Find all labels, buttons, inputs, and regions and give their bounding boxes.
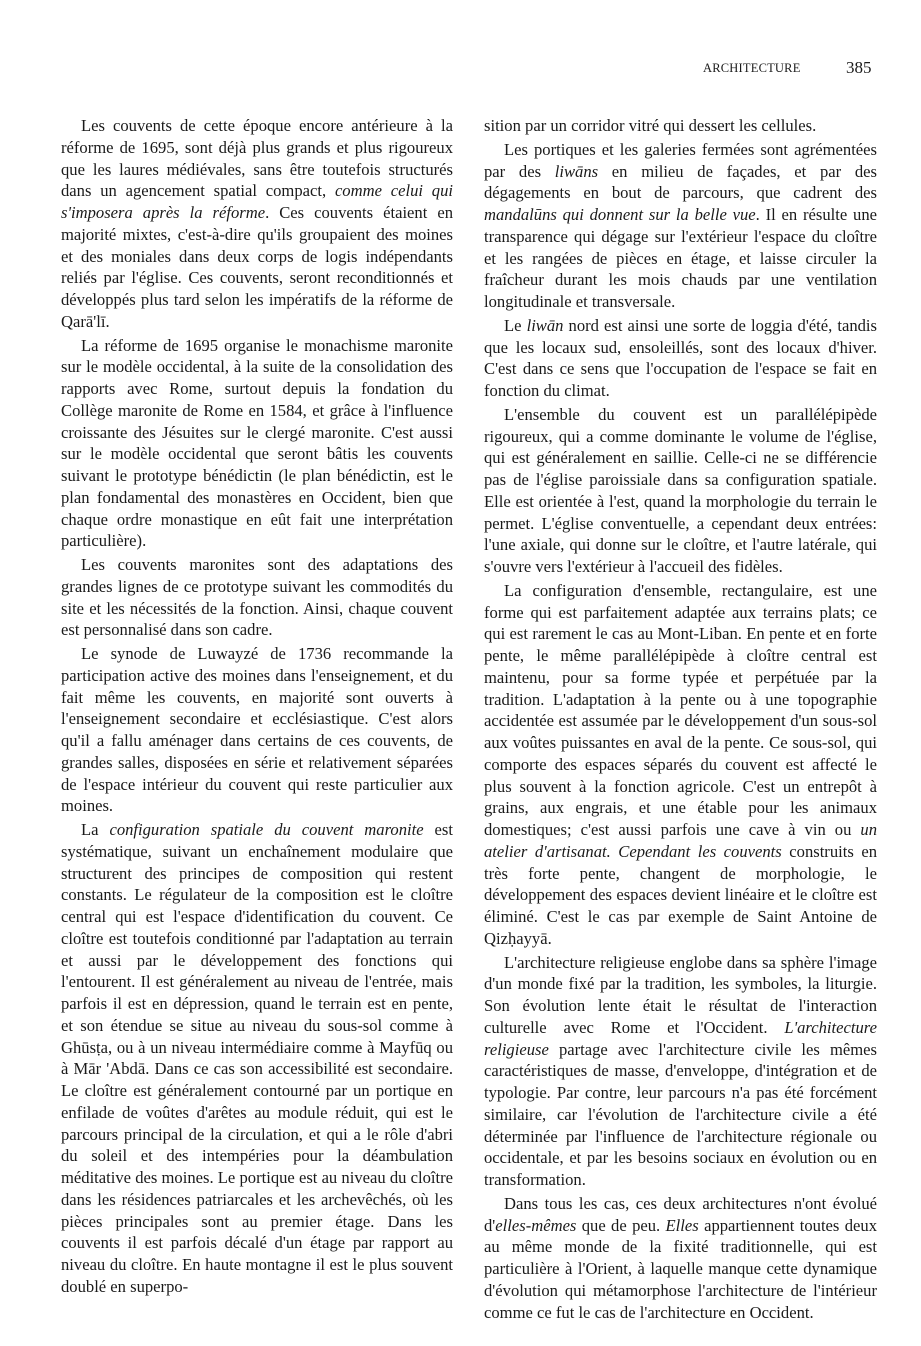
- italic-text-run: liwāns: [554, 161, 599, 181]
- text-run: . Ces couvents étaient en majorité mixtes, c'est-à-dire qu'ils groupaient des moines et des moniales dans deux corps de logis indépendants reliés par l'église. Ces couvents, seront reconditionnés et développés plus tard selon les impératifs de la réforme de Qarā'lī.: [61, 203, 453, 331]
- italic-text-run: configuration spatiale du couvent maronite: [109, 820, 424, 839]
- text-run: La configuration d'ensemble, rectangulaire, est une forme qui est parfaitement adaptée aux terrains plats; ce qui est rarement le cas au Mont-Liban. En pente et en forte pente, le même parallélépipède à cloître central est maintenu, pour sa forme typée et perpétuée par la tradition. L'adaptation à la pente ou à une topographie accidentée est assumée par le développement d'un sous-sol aux voûtes puissantes en aval de la pente. Ce sous-sol, qui comporte des espaces séparés du couvent est affecté le plus souvent à la fonction agricole. C'est un entrepôt à grains, aux engrais, et une étable pour les animaux domestiques; c'est aussi parfois une cave à vin ou: [484, 580, 877, 839]
- text-run: Le: [504, 315, 527, 335]
- paragraph: [484, 1193, 877, 1324]
- text-run: Dans tous les cas, ces deux architectures n'ont évolué d': [484, 1193, 877, 1235]
- text-run: L'architecture religieuse englobe dans sa sphère l'image d'un monde fixé par la tradition, les symboles, la liturgie. Son évolution lente était le résultat de l'interaction culturelle avec Rome et l'Occident.: [484, 952, 877, 1037]
- paragraph: [484, 952, 877, 1191]
- text-run: construits en très forte pente, changent de morphologie, le développement des espaces devient linéaire et le cloître est éliminé. C'est le cas par exemple de Saint Antoine de Qizḥayyā.: [484, 841, 877, 948]
- paragraph: [484, 139, 877, 313]
- text-run: La réforme de 1695 organise le monachisme maronite sur le modèle occidental, à la suite de la consolidation des rapports avec Rome, surtout depuis la fondation du Collège maronite de Rome en 1584, et grâce à l'influence croissante des Jésuites sur le clergé maronite. C'est aussi sur le modèle occidental que seront bâtis les couvents suivant le prototype bénédictin (le plan bénédictin, est le plan fondamental des monastères en Occident, bien que chaque ordre monastique en eût fait une interprétation particulière).: [61, 335, 453, 551]
- text-run: est systématique, suivant un enchaînement modulaire que structurent des principes de composition qui restent constants. Le régulateur de la composition est le cloître central qui est l'espace d'identification du couvent. Ce cloître est toutefois conditionné par l'adaptation au terrain et aussi par le développement des fonctions qui l'entourent. Il est généralement au niveau de l'entrée, mais parfois il est en dépression, quand le terrain est en pente, et son étendue se situe au niveau du sous-sol comme à Ghūsṭa, ou à un niveau intermédiaire comme à Mayfūq ou à Mār 'Abdā. Dans ce cas son accessibilité est secondaire. Le cloître est généralement contourné par un portique en enfilade de voûtes d'arêtes au module réduit, qui est le parcours principal de la circulation, et qui a le rôle d'abri du soleil et des intempéries pour la déambulation méditative des moines. Le portique est au niveau du cloître dans les résidences patriarcales et les archevêchés, où les pièces principales sont au premier étage. Dans les couvents il est parfois décalé d'un étage par rapport au niveau du cloître. En haute montagne il est le plus souvent doublé en superpo-: [61, 820, 453, 1296]
- paragraph: [484, 580, 877, 950]
- text-run: partage avec l'architecture civile les mêmes caractéristiques de masse, d'enveloppe, d'intégration et de typologie. Par contre, leur parcours n'a pas été forcément similaire, car l'évolution de l'architecture civile a été déterminée par l'influence de l'architecture régionale ou occidentale, et par les besoins sociaux en évolution ou en transformation.: [484, 1039, 877, 1189]
- text-run: nord est ainsi une sorte de loggia d'été, tandis que les locaux sud, ensoleillés, sont des locaux d'hiver. C'est dans ce sens que l'occupation de l'espace se fait en fonction du climat.: [484, 315, 878, 400]
- paragraph: [484, 315, 877, 402]
- italic-text-run: elles-mêmes: [495, 1215, 577, 1235]
- paragraph: [61, 335, 453, 553]
- text-run: Les couvents maronites sont des adaptations des grandes lignes de ce prototype suivant les commodités du site et les nécessités de la fonction. Ainsi, chaque couvent est personnalisé dans son cadre.: [61, 555, 453, 640]
- right-column: [484, 115, 877, 1323]
- text-run: Les couvents de cette époque encore antérieure à la réforme de 1695, sont déjà plus grands et plus rigoureux que les laures médiévales, sans être toutefois structurés dans un agencement spatial compact,: [61, 116, 453, 201]
- paragraph: [484, 404, 877, 578]
- text-run: Les portiques et les galeries fermées sont agrémentées par des: [484, 139, 877, 181]
- paragraph: [61, 554, 453, 641]
- text-run: appartiennent toutes deux au même monde de la fixité traditionnelle, qui est particulière à l'Orient, à laquelle manque cette dynamique d'évolution qui métamorphose l'architecture de l'intérieur comme ce fut le cas de l'architecture en Occident.: [484, 1215, 877, 1322]
- paragraph: [61, 819, 453, 1298]
- italic-text-run: liwān: [526, 315, 564, 335]
- text-run: L'ensemble du couvent est un parallélépipède rigoureux, qui a comme dominante le volume de l'église, qui est généralement en saillie. Celle-ci ne se différencie pas de l'église paroissiale dans sa configuration spatiale. Elle est orientée à l'est, quand la morphologie du terrain le permet. L'église conventuelle, a cependant deux entrées: l'une axiale, qui donne sur le cloître, et l'autre latérale, qui s'ouvre vers l'extérieur à l'accueil des fidèles.: [484, 404, 877, 576]
- text-run: . Il en résulte une transparence qui dégage sur l'extérieur l'espace du cloître et les rangées de pièces en étage, et laisse circuler la fraîcheur durant les mois chauds par une ventilation longitudinale et transversale.: [484, 205, 877, 311]
- italic-text-run: Elles: [665, 1215, 699, 1235]
- text-run: en milieu de façades, et par des dégagements en bout de parcours, que cadrent des: [484, 161, 878, 203]
- paragraph: [61, 643, 453, 817]
- text-run: que de peu.: [576, 1215, 666, 1235]
- italic-text-run: un atelier d'artisanat. Cependant les couvents: [484, 820, 877, 861]
- italic-text-run: L'architecture religieuse: [484, 1017, 877, 1059]
- italic-text-run: comme celui qui s'imposera après la réforme: [61, 181, 453, 222]
- paragraph: [61, 115, 453, 333]
- left-column: [61, 115, 453, 1298]
- text-run: La: [81, 820, 110, 839]
- running-head-title: ARCHITECTURE: [703, 61, 801, 75]
- page-number: 385: [846, 58, 872, 77]
- text-run: Le synode de Luwayzé de 1736 recommande la participation active des moines dans l'enseignement, et du fait même les couvents, en majorité sont ouverts à l'enseignement secondaire et ecclésiastique. C'est alors qu'il a fallu aménager dans certains de ces couvents, de grandes salles, disposées en série et relativement séparées de l'espace intérieur du couvent qui reste particulier aux moines.: [61, 644, 453, 816]
- running-head: [0, 58, 921, 80]
- paragraph: [484, 115, 877, 137]
- italic-text-run: mandalūns qui donnent sur la belle vue: [484, 205, 756, 224]
- text-run: sition par un corridor vitré qui dessert les cellules.: [484, 116, 817, 135]
